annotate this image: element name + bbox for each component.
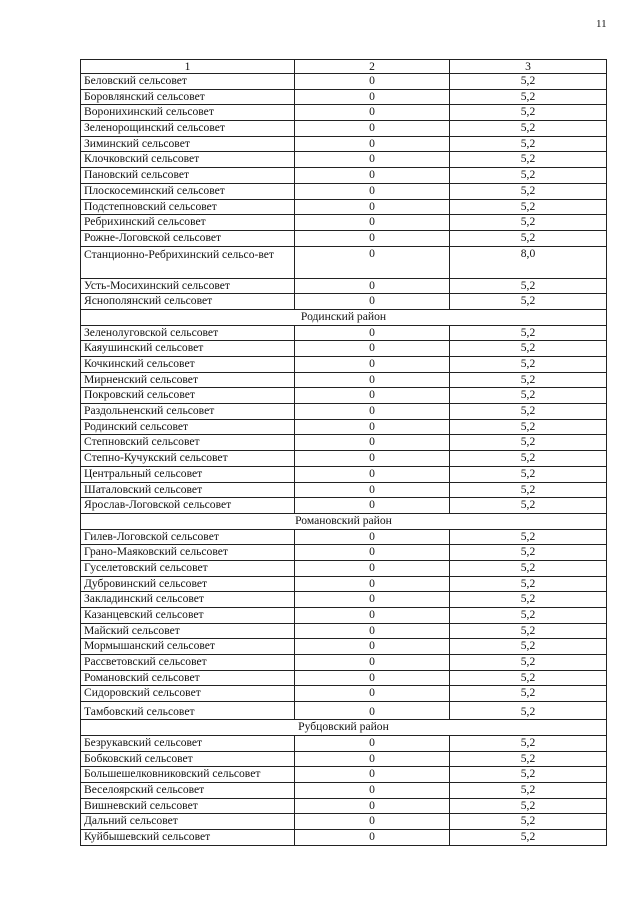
district-name: Родинский район: [81, 309, 607, 325]
settlement-name-cell: Гилев-Логовской сельсовет: [81, 529, 295, 545]
table-row: [81, 183, 607, 199]
settlement-name-cell: Грано-Маяковский сельсовет: [81, 545, 295, 561]
column-3-value-cell: 5,2: [450, 751, 607, 767]
column-2-value-cell: 0: [295, 655, 450, 671]
table-row: [81, 829, 607, 845]
column-2-value-cell: 0: [295, 230, 450, 246]
table-row: [81, 419, 607, 435]
column-3-value-cell: 5,2: [450, 121, 607, 137]
column-2-value-cell: 0: [295, 341, 450, 357]
table-row: [81, 466, 607, 482]
table-row: [81, 735, 607, 751]
column-2-value-cell: 0: [295, 735, 450, 751]
settlement-name-cell: Покровский сельсовет: [81, 388, 295, 404]
settlement-name-cell: Гуселетовский сельсовет: [81, 560, 295, 576]
column-2-value-cell: 0: [295, 702, 450, 720]
column-3-value-cell: 8,0: [450, 246, 607, 278]
district-section-row: [81, 309, 607, 325]
column-3-value-cell: 5,2: [450, 782, 607, 798]
settlement-name-cell: Зеленолуговской сельсовет: [81, 325, 295, 341]
table-row: [81, 545, 607, 561]
data-table: [80, 59, 607, 846]
table-row: [81, 136, 607, 152]
column-2-value-cell: 0: [295, 751, 450, 767]
column-2-value-cell: 0: [295, 388, 450, 404]
table-header-row: [81, 60, 607, 74]
column-2-value-cell: 0: [295, 246, 450, 278]
column-3-value-cell: 5,2: [450, 435, 607, 451]
settlement-name-cell: Мормышанский сельсовет: [81, 639, 295, 655]
column-3-value-cell: 5,2: [450, 199, 607, 215]
table-row: [81, 435, 607, 451]
settlement-name-cell: Степновский сельсовет: [81, 435, 295, 451]
column-2-value-cell: 0: [295, 215, 450, 231]
column-3-value-cell: 5,2: [450, 105, 607, 121]
column-2-value-cell: 0: [295, 199, 450, 215]
settlement-name-cell: Зиминский сельсовет: [81, 136, 295, 152]
district-section-row: [81, 720, 607, 736]
settlement-name-cell: Дубровинский сельсовет: [81, 576, 295, 592]
settlement-name-cell: Центральный сельсовет: [81, 466, 295, 482]
column-3-value-cell: 5,2: [450, 388, 607, 404]
column-3-value-cell: 5,2: [450, 136, 607, 152]
column-3-value-cell: 5,2: [450, 168, 607, 184]
settlement-name-cell: Пановский сельсовет: [81, 168, 295, 184]
column-3-value-cell: 5,2: [450, 341, 607, 357]
table-row: [81, 215, 607, 231]
column-3-value-cell: 5,2: [450, 686, 607, 702]
column-3-value-cell: 5,2: [450, 215, 607, 231]
settlement-name-cell: Рожне-Логовской сельсовет: [81, 230, 295, 246]
table-row: [81, 121, 607, 137]
column-2-value-cell: 0: [295, 152, 450, 168]
settlement-name-cell: Закладинский сельсовет: [81, 592, 295, 608]
column-2-value-cell: 0: [295, 404, 450, 420]
column-2-value-cell: 0: [295, 105, 450, 121]
column-2-value-cell: 0: [295, 294, 450, 310]
column-3-value-cell: 5,2: [450, 592, 607, 608]
column-2-value-cell: 0: [295, 498, 450, 514]
settlement-name-cell: Сидоровский сельсовет: [81, 686, 295, 702]
column-3-value-cell: 5,2: [450, 576, 607, 592]
column-3-value-cell: 5,2: [450, 560, 607, 576]
column-3-value-cell: 5,2: [450, 357, 607, 373]
district-name: Рубцовский район: [81, 720, 607, 736]
settlement-name-cell: Плоскосеминский сельсовет: [81, 183, 295, 199]
column-3-value-cell: 5,2: [450, 545, 607, 561]
table-row: [81, 782, 607, 798]
column-2-value-cell: 0: [295, 372, 450, 388]
table-row: [81, 623, 607, 639]
settlement-name-cell: Бобковский сельсовет: [81, 751, 295, 767]
table-row: [81, 655, 607, 671]
column-3-value-cell: 5,2: [450, 89, 607, 105]
table-row: [81, 670, 607, 686]
settlement-name-cell: Усть-Мосихинский сельсовет: [81, 278, 295, 294]
column-2-value-cell: 0: [295, 767, 450, 783]
column-3-value-cell: 5,2: [450, 419, 607, 435]
settlement-name-cell: Зеленорощинский сельсовет: [81, 121, 295, 137]
header-cell: 3: [450, 60, 607, 74]
header-cell: 2: [295, 60, 450, 74]
column-3-value-cell: 5,2: [450, 404, 607, 420]
column-3-value-cell: 5,2: [450, 294, 607, 310]
table-row: [81, 639, 607, 655]
table-row: [81, 686, 607, 702]
column-3-value-cell: 5,2: [450, 183, 607, 199]
column-3-value-cell: 5,2: [450, 152, 607, 168]
table-row: [81, 74, 607, 90]
table-row: [81, 798, 607, 814]
settlement-name-cell: Родинский сельсовет: [81, 419, 295, 435]
district-section-row: [81, 513, 607, 529]
column-2-value-cell: 0: [295, 639, 450, 655]
settlement-name-cell: Казанцевский сельсовет: [81, 608, 295, 624]
settlement-name-cell: Вишневский сельсовет: [81, 798, 295, 814]
column-2-value-cell: 0: [295, 529, 450, 545]
column-2-value-cell: 0: [295, 168, 450, 184]
header-cell: 1: [81, 60, 295, 74]
table-row: [81, 105, 607, 121]
column-2-value-cell: 0: [295, 782, 450, 798]
table-row: [81, 767, 607, 783]
column-3-value-cell: 5,2: [450, 529, 607, 545]
settlement-name-cell: Дальний сельсовет: [81, 814, 295, 830]
column-3-value-cell: 5,2: [450, 451, 607, 467]
column-2-value-cell: 0: [295, 325, 450, 341]
table-row: [81, 246, 607, 278]
table-row: [81, 451, 607, 467]
table-row: [81, 357, 607, 373]
column-2-value-cell: 0: [295, 357, 450, 373]
column-3-value-cell: 5,2: [450, 735, 607, 751]
settlement-name-cell: Воронихинский сельсовет: [81, 105, 295, 121]
table-row: [81, 482, 607, 498]
column-2-value-cell: 0: [295, 89, 450, 105]
column-2-value-cell: 0: [295, 576, 450, 592]
column-2-value-cell: 0: [295, 686, 450, 702]
table-row: [81, 529, 607, 545]
table-row: [81, 152, 607, 168]
settlement-name-cell: Куйбышевский сельсовет: [81, 829, 295, 845]
table-row: [81, 230, 607, 246]
column-2-value-cell: 0: [295, 278, 450, 294]
column-3-value-cell: 5,2: [450, 498, 607, 514]
table-row: [81, 814, 607, 830]
column-2-value-cell: 0: [295, 608, 450, 624]
column-2-value-cell: 0: [295, 136, 450, 152]
table-row: [81, 388, 607, 404]
column-3-value-cell: 5,2: [450, 639, 607, 655]
column-3-value-cell: 5,2: [450, 814, 607, 830]
column-2-value-cell: 0: [295, 829, 450, 845]
table-row: [81, 576, 607, 592]
column-2-value-cell: 0: [295, 466, 450, 482]
table-row: [81, 199, 607, 215]
column-3-value-cell: 5,2: [450, 74, 607, 90]
settlement-name-cell: Тамбовский сельсовет: [81, 702, 295, 720]
settlement-name-cell: Ярослав-Логовской сельсовет: [81, 498, 295, 514]
table-row: [81, 168, 607, 184]
column-3-value-cell: 5,2: [450, 798, 607, 814]
column-2-value-cell: 0: [295, 623, 450, 639]
column-3-value-cell: 5,2: [450, 372, 607, 388]
column-2-value-cell: 0: [295, 545, 450, 561]
column-3-value-cell: 5,2: [450, 829, 607, 845]
table-row: [81, 498, 607, 514]
column-2-value-cell: 0: [295, 435, 450, 451]
table-row: [81, 294, 607, 310]
table-row: [81, 560, 607, 576]
settlement-name-cell: Подстепновский сельсовет: [81, 199, 295, 215]
table-row: [81, 341, 607, 357]
table-row: [81, 372, 607, 388]
settlement-name-cell: Шаталовский сельсовет: [81, 482, 295, 498]
settlement-name-cell: Ребрихинский сельсовет: [81, 215, 295, 231]
column-3-value-cell: 5,2: [450, 767, 607, 783]
table-row: [81, 89, 607, 105]
settlement-name-cell: Майский сельсовет: [81, 623, 295, 639]
settlement-name-cell: Яснополянский сельсовет: [81, 294, 295, 310]
settlement-name-cell: Безрукавский сельсовет: [81, 735, 295, 751]
settlement-name-cell: Рассветовский сельсовет: [81, 655, 295, 671]
settlement-name-cell: Романовский сельсовет: [81, 670, 295, 686]
table-row: [81, 751, 607, 767]
table-row: [81, 404, 607, 420]
column-3-value-cell: 5,2: [450, 466, 607, 482]
column-3-value-cell: 5,2: [450, 482, 607, 498]
column-2-value-cell: 0: [295, 183, 450, 199]
column-2-value-cell: 0: [295, 482, 450, 498]
settlement-name-cell: Станционно-Ребрихинский сельсо-вет: [81, 246, 295, 278]
column-2-value-cell: 0: [295, 798, 450, 814]
column-2-value-cell: 0: [295, 814, 450, 830]
column-3-value-cell: 5,2: [450, 325, 607, 341]
column-3-value-cell: 5,2: [450, 230, 607, 246]
column-2-value-cell: 0: [295, 74, 450, 90]
settlement-name-cell: Степно-Кучукский сельсовет: [81, 451, 295, 467]
settlement-name-cell: Кочкинский сельсовет: [81, 357, 295, 373]
table-row: [81, 278, 607, 294]
settlement-name-cell: Беловский сельсовет: [81, 74, 295, 90]
settlement-name-cell: Боровлянский сельсовет: [81, 89, 295, 105]
column-2-value-cell: 0: [295, 592, 450, 608]
table-body: [81, 60, 607, 846]
column-2-value-cell: 0: [295, 121, 450, 137]
district-name: Романовский район: [81, 513, 607, 529]
settlement-name-cell: Мирненский сельсовет: [81, 372, 295, 388]
table-row: [81, 702, 607, 720]
column-3-value-cell: 5,2: [450, 623, 607, 639]
column-2-value-cell: 0: [295, 560, 450, 576]
column-2-value-cell: 0: [295, 451, 450, 467]
table-row: [81, 592, 607, 608]
column-3-value-cell: 5,2: [450, 670, 607, 686]
column-3-value-cell: 5,2: [450, 702, 607, 720]
column-3-value-cell: 5,2: [450, 608, 607, 624]
settlement-name-cell: Большешелковниковский сельсовет: [81, 767, 295, 783]
settlement-name-cell: Раздольненский сельсовет: [81, 404, 295, 420]
page-number: 11: [596, 18, 607, 30]
column-2-value-cell: 0: [295, 670, 450, 686]
settlement-name-cell: Веселоярский сельсовет: [81, 782, 295, 798]
column-3-value-cell: 5,2: [450, 278, 607, 294]
settlement-name-cell: Каяушинский сельсовет: [81, 341, 295, 357]
table-row: [81, 608, 607, 624]
column-2-value-cell: 0: [295, 419, 450, 435]
table-row: [81, 325, 607, 341]
settlement-name-cell: Клочковский сельсовет: [81, 152, 295, 168]
column-3-value-cell: 5,2: [450, 655, 607, 671]
